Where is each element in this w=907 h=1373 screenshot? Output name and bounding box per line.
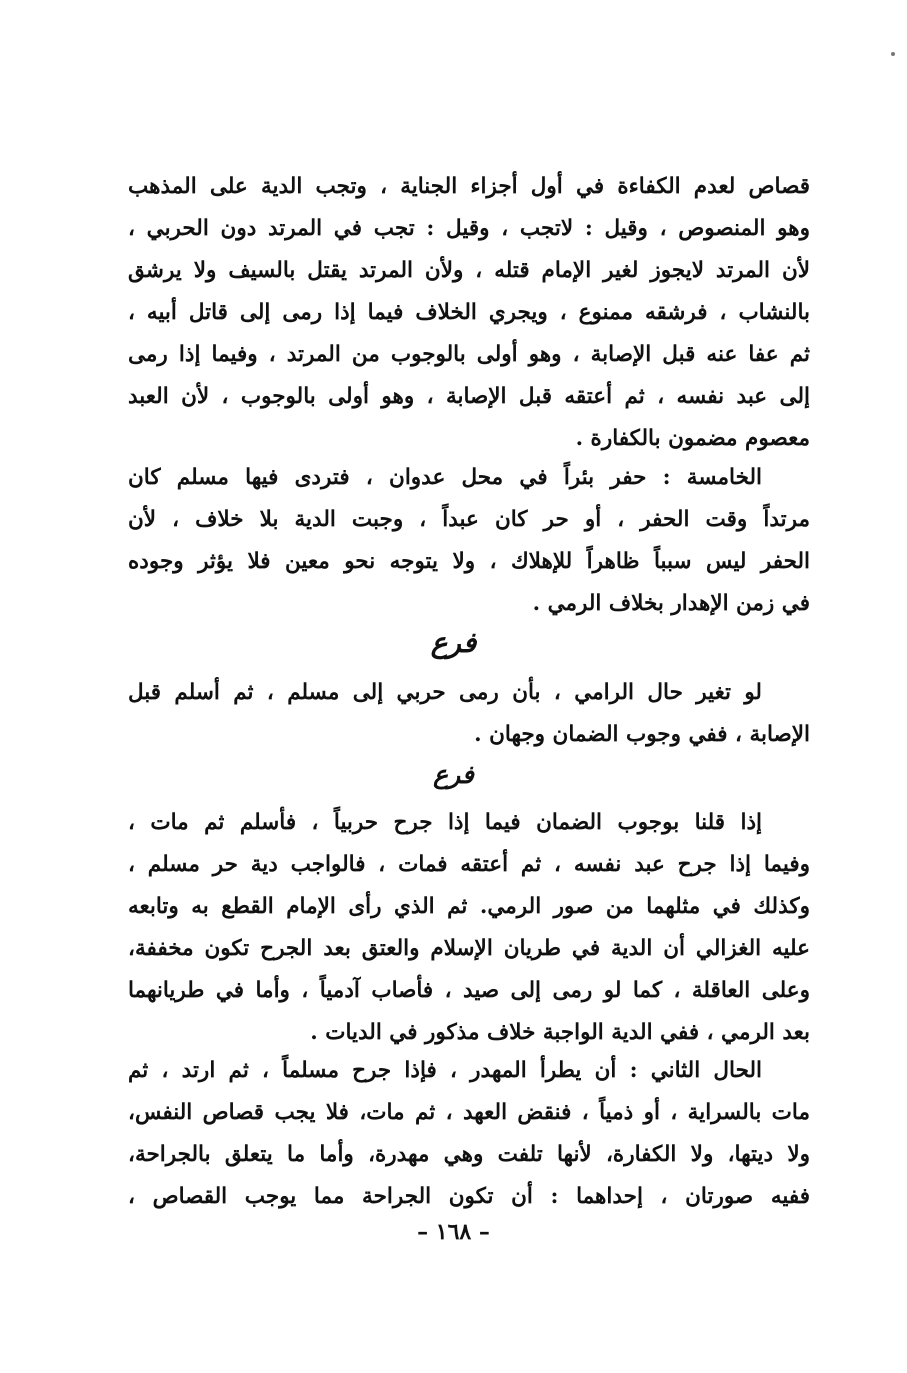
page-number: – ١٦٨ – [417, 1219, 490, 1245]
paragraph-second-state [128, 1050, 810, 1218]
section-heading: فرع [433, 760, 474, 789]
text-line: ثم عفا عنه قبل الإصابة ، وهو أولى بالوجوب من المرتد ، وفيما إذا رمى [128, 342, 810, 367]
paragraph-branch-two [128, 802, 810, 1054]
text-line: وفيما إذا جرح عبد نفسه ، ثم أعتقه فمات ، فالواجب دية حر مسلم ، [128, 852, 810, 877]
text-line: عليه الغزالي أن الدية في طريان الإسلام والعتق بعد الجرح تكون مخففة، [128, 936, 810, 961]
section-heading: فرع [430, 626, 477, 659]
text-line: وهو المنصوص ، وقيل : لاتجب ، وقيل : تجب في المرتد دون الحربي ، [128, 216, 810, 241]
text-line: وكذلك في مثلهما من صور الرمي. ثم الذي رأى الإمام القطع به وتابعه [128, 894, 810, 919]
text-line: الحفر ليس سبباً ظاهراً للإهلاك ، ولا يتوجه نحو معين فلا يؤثر وجوده [128, 549, 810, 574]
text-line: بعد الرمي ، ففي الدية الواجبة خلاف مذكور في الديات . [310, 1020, 810, 1045]
paragraph-continuation [128, 166, 810, 460]
text-line: قصاص لعدم الكفاءة في أول أجزاء الجناية ، وتجب الدية على المذهب [128, 174, 810, 199]
text-line: لو تغير حال الرامي ، بأن رمى حربي إلى مسلم ، ثم أسلم قبل [128, 680, 762, 705]
paragraph-branch-one [128, 672, 810, 756]
text-line: مرتداً وقت الحفر ، أو حر كان عبداً ، وجبت الدية بلا خلاف ، لأن [128, 507, 810, 532]
text-line: بالنشاب ، فرشقه ممنوع ، ويجري الخلاف فيما إذا رمى إلى قاتل أبيه ، [128, 300, 810, 325]
text-line: إذا قلنا بوجوب الضمان فيما إذا جرح حربياً ، فأسلم ثم مات ، [128, 810, 762, 835]
text-line: الحال الثاني : أن يطرأ المهدر ، فإذا جرح مسلماً ، ثم ارتد ، ثم [128, 1058, 762, 1083]
scan-speck [891, 52, 895, 56]
text-line: ولا ديتها، ولا الكفارة، لأنها تلفت وهي مهدرة، وأما ما يتعلق بالجراحة، [128, 1142, 810, 1167]
text-line: ففيه صورتان ، إحداهما : أن تكون الجراحة مما يوجب القصاص ، [128, 1184, 810, 1209]
text-line: لأن المرتد لايجوز لغير الإمام قتله ، ولأن المرتد يقتل بالسيف ولا يرشق [128, 258, 810, 283]
paragraph-fifth-case [128, 457, 810, 625]
text-line: معصوم مضمون بالكفارة . [575, 426, 810, 451]
text-line: الخامسة : حفر بئراً في محل عدوان ، فتردى فيها مسلم كان [128, 465, 762, 490]
text-line: وعلى العاقلة ، كما لو رمى إلى صيد ، فأصاب آدمياً ، وأما في طريانهما [128, 978, 810, 1003]
text-line: مات بالسراية ، أو ذمياً ، فنقض العهد ، ثم مات، فلا يجب قصاص النفس، [128, 1100, 810, 1125]
text-line: في زمن الإهدار بخلاف الرمي . [532, 591, 810, 616]
text-line: الإصابة ، ففي وجوب الضمان وجهان . [474, 722, 810, 747]
text-line: إلى عبد نفسه ، ثم أعتقه قبل الإصابة ، وهو أولى بالوجوب ، لأن العبد [128, 384, 810, 409]
